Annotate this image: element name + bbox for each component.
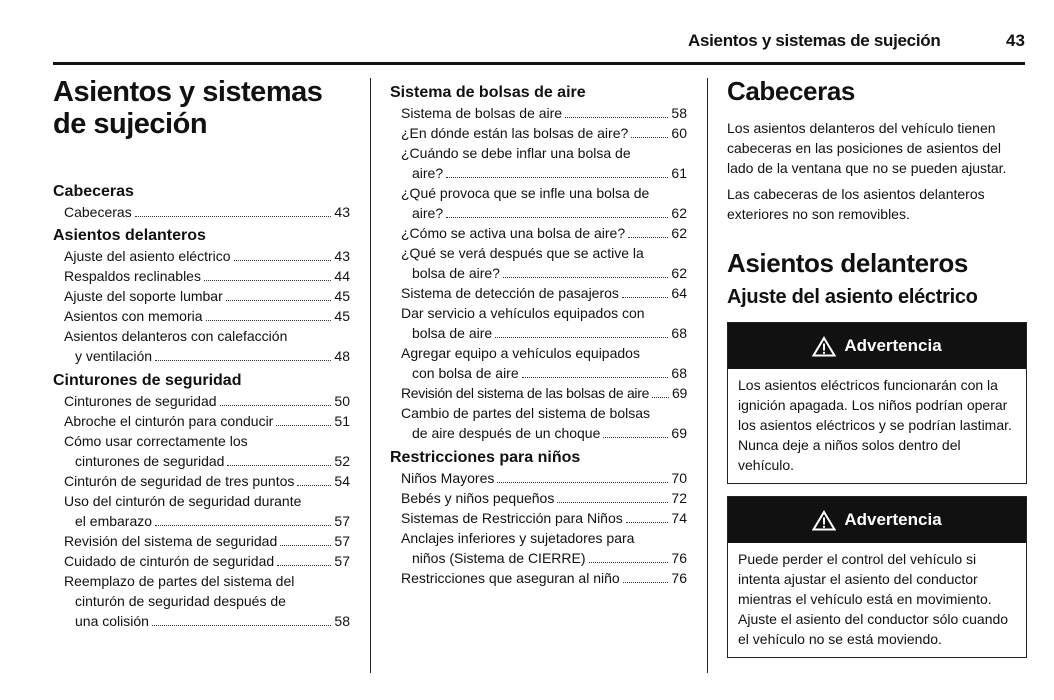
dot-leader — [589, 562, 669, 563]
dot-leader — [297, 485, 331, 486]
toc-entry-text: Cinturón de seguridad de tres puntos — [64, 473, 295, 489]
toc-entry[interactable] — [390, 528, 687, 568]
warning-triangle-icon — [812, 510, 836, 531]
chapter-title-line2: de sujeción — [53, 108, 208, 140]
toc-entry-text-cont: de aire después de un choque — [412, 425, 601, 441]
dot-leader — [628, 237, 668, 238]
dot-leader — [603, 437, 668, 438]
toc-entry-page: 60 — [671, 125, 687, 141]
toc-entry-page: 68 — [671, 365, 687, 381]
toc-entry-page: 43 — [334, 248, 350, 264]
toc-entry-text: Ajuste del asiento eléctrico — [64, 248, 231, 264]
toc-entry-text-cont: el embarazo — [75, 513, 153, 529]
dot-leader — [626, 522, 669, 523]
warning-header — [728, 323, 1026, 369]
dot-leader — [623, 582, 669, 583]
toc-entry-text: Sistema de detección de pasajeros — [401, 285, 619, 301]
toc-entry-text: Cambio de partes del sistema de bolsas — [401, 405, 651, 421]
toc-entry[interactable] — [53, 266, 350, 286]
heading-asientos-delanteros: Asientos delanteros — [727, 248, 968, 278]
toc-entry[interactable] — [53, 531, 350, 551]
warning-box-2 — [727, 496, 1027, 658]
dot-leader — [503, 277, 668, 278]
toc-entry[interactable] — [390, 143, 687, 183]
toc-entry-page: 62 — [671, 205, 687, 221]
toc-entry[interactable] — [390, 123, 687, 143]
toc-entry-text-cont: niños (Sistema de CIERRE) — [412, 550, 586, 566]
toc-entry-text: Cómo usar correctamente los — [64, 433, 248, 449]
toc-entry-page: 62 — [671, 225, 687, 241]
toc-entry-text: Asientos delanteros con calefacción — [64, 328, 288, 344]
content-column — [727, 74, 1027, 658]
toc-column-2 — [390, 83, 687, 588]
dot-leader — [234, 260, 332, 261]
toc-entry[interactable] — [390, 283, 687, 303]
chapter-title — [53, 76, 350, 140]
toc-entry-page: 69 — [672, 385, 687, 401]
toc-column-1 — [53, 76, 350, 631]
toc-entry-page: 69 — [671, 425, 687, 441]
toc-entry-page: 43 — [334, 204, 350, 220]
toc-entry-page: 54 — [334, 473, 350, 489]
toc-entry[interactable] — [390, 403, 687, 443]
toc-entry-text-cont: bolsa de aire — [412, 325, 493, 341]
toc-entry-page: 74 — [671, 510, 687, 526]
dot-leader — [497, 482, 668, 483]
chapter-title-line1: Asientos y sistemas — [53, 76, 323, 108]
dot-leader — [135, 216, 332, 217]
toc-entry[interactable] — [53, 471, 350, 491]
toc-entry-text: Cabeceras — [64, 204, 132, 220]
toc-entry[interactable] — [390, 243, 687, 283]
toc-entry[interactable] — [390, 103, 687, 123]
toc-entry-page: 70 — [671, 470, 687, 486]
warning-label: Advertencia — [844, 336, 942, 355]
toc-entry-text: Abroche el cinturón para conducir — [64, 413, 274, 429]
toc-entry-text-cont: cinturones de seguridad — [75, 453, 225, 469]
toc-entry[interactable] — [390, 383, 687, 403]
toc-entry-page: 72 — [671, 490, 687, 506]
toc-entry-page: 57 — [334, 513, 350, 529]
dot-leader — [277, 565, 331, 566]
toc-entry[interactable] — [53, 202, 350, 222]
warning-text: Los asientos eléctricos funcionarán con la ignición apagada. Los niños podrían operar los asientos eléctricos y se podrían lastimar. Nunca deje a niños solos dentro del vehículo. — [738, 377, 1012, 473]
toc-section-title: Restricciones para niños — [390, 449, 581, 466]
toc-section-title: Sistema de bolsas de aire — [390, 84, 586, 101]
toc-entry-page: 68 — [671, 325, 687, 341]
toc-entry[interactable] — [390, 568, 687, 588]
heading-cabeceras: Cabeceras — [727, 76, 855, 106]
dot-leader — [565, 117, 668, 118]
toc-entry-text-cont: cinturón de seguridad después de — [75, 593, 286, 609]
toc-entry-text: ¿Cómo se activa una bolsa de aire? — [401, 225, 626, 241]
subheading-ajuste-asiento: Ajuste del asiento eléctrico — [727, 286, 978, 308]
toc-entry-text: Asientos con memoria — [64, 308, 203, 324]
toc-entry-page: 51 — [334, 413, 350, 429]
toc-entry[interactable] — [53, 431, 350, 471]
toc-entry-text-cont: aire? — [412, 205, 444, 221]
toc-entry-text: ¿Qué se verá después que se active la — [401, 245, 644, 261]
toc-entry-page: 45 — [334, 288, 350, 304]
toc-entry-page: 64 — [671, 285, 687, 301]
toc-entry-text: Cinturones de seguridad — [64, 393, 217, 409]
toc-section-title: Asientos delanteros — [53, 227, 206, 244]
toc-entry[interactable] — [390, 488, 687, 508]
paragraph-cabeceras-2: Las cabeceras de los asientos delanteros exteriores no son removibles. — [727, 186, 985, 222]
toc-entry-text: ¿Cuándo se debe inflar una bolsa de — [401, 145, 631, 161]
toc-entry[interactable] — [390, 508, 687, 528]
toc-entry-text-cont: aire? — [412, 165, 444, 181]
dot-leader — [495, 337, 668, 338]
toc-entry-text: Sistema de bolsas de aire — [401, 105, 563, 121]
toc-section-title: Cabeceras — [53, 183, 134, 200]
toc-entry[interactable] — [53, 551, 350, 571]
warning-text: Puede perder el control del vehículo si intenta ajustar el asiento del conductor mientras el vehículo está en movimiento. Ajuste el asiento del conductor sólo cuando el vehículo no se está moviendo. — [738, 551, 1009, 647]
toc-entry-text: Revisión del sistema de las bolsas de aire — [401, 385, 650, 401]
warning-box-1 — [727, 322, 1027, 484]
toc-entry[interactable] — [53, 286, 350, 306]
toc-entry[interactable] — [390, 343, 687, 383]
toc-entry[interactable] — [53, 491, 350, 531]
toc-entry-page: 58 — [671, 105, 687, 121]
toc-entry[interactable] — [53, 571, 350, 631]
toc-entry-page: 44 — [334, 268, 350, 284]
dot-leader — [280, 545, 331, 546]
toc-entry-page: 62 — [671, 265, 687, 281]
dot-leader — [622, 297, 669, 298]
toc-entry-page: 76 — [671, 570, 687, 586]
toc-entry-text: ¿Qué provoca que se infle una bolsa de — [401, 185, 650, 201]
toc-entry-page: 61 — [671, 165, 687, 181]
warning-label: Advertencia — [844, 510, 942, 529]
toc-entry-text: Respaldos reclinables — [64, 268, 201, 284]
dot-leader — [226, 300, 332, 301]
dot-leader — [206, 320, 332, 321]
toc-entry-page: 58 — [334, 613, 350, 629]
dot-leader — [227, 465, 331, 466]
toc-section-title: Cinturones de seguridad — [53, 372, 242, 389]
toc-entry-page: 76 — [671, 550, 687, 566]
toc-entry-text-cont: con bolsa de aire — [412, 365, 519, 381]
dot-leader — [276, 425, 331, 426]
toc-entry[interactable] — [390, 303, 687, 343]
paragraph-cabeceras-1: Los asientos delanteros del vehículo tienen cabeceras en las posiciones de asientos del lado de la ventana que no se pueden ajustar. — [727, 120, 1007, 176]
toc-entry[interactable] — [53, 306, 350, 326]
dot-leader — [155, 525, 331, 526]
dot-leader — [204, 280, 331, 281]
toc-entry[interactable] — [53, 391, 350, 411]
dot-leader — [152, 625, 331, 626]
dot-leader — [446, 177, 668, 178]
toc-entry-text-cont: bolsa de aire? — [412, 265, 500, 281]
toc-entry-text: Restricciones que aseguran al niño — [401, 570, 620, 586]
dot-leader — [652, 397, 669, 398]
dot-leader — [220, 405, 332, 406]
toc-entry-page: 52 — [334, 453, 350, 469]
header-rule — [53, 62, 1025, 65]
toc-entry[interactable] — [53, 246, 350, 266]
dot-leader — [446, 217, 668, 218]
toc-entry-page: 57 — [334, 553, 350, 569]
toc-entry[interactable] — [390, 183, 687, 223]
toc-entry-text: Sistemas de Restricción para Niños — [401, 510, 623, 526]
toc-entry-text: ¿En dónde están las bolsas de aire? — [401, 125, 629, 141]
toc-entry-text: Revisión del sistema de seguridad — [64, 533, 278, 549]
toc-entry-text: Uso del cinturón de seguridad durante — [64, 493, 302, 509]
toc-entry-page: 50 — [334, 393, 350, 409]
toc-entry-text: Ajuste del soporte lumbar — [64, 288, 223, 304]
toc-entry-text: Agregar equipo a vehículos equipados — [401, 345, 640, 361]
dot-leader — [155, 360, 331, 361]
running-header-title: Asientos y sistemas de sujeción — [688, 31, 941, 50]
toc-entry-page: 57 — [334, 533, 350, 549]
column-divider-1 — [370, 78, 371, 673]
toc-entry[interactable] — [53, 326, 350, 366]
toc-entry-text: Bebés y niños pequeños — [401, 490, 555, 506]
dot-leader — [557, 502, 668, 503]
toc-entry[interactable] — [53, 411, 350, 431]
toc-entry-page: 45 — [334, 308, 350, 324]
toc-entry-text: Dar servicio a vehículos equipados con — [401, 305, 645, 321]
toc-entry-text: Anclajes inferiores y sujetadores para — [401, 530, 635, 546]
toc-entry-page: 48 — [334, 348, 350, 364]
dot-leader — [631, 137, 668, 138]
toc-entry[interactable] — [390, 468, 687, 488]
toc-entry-text: Reemplazo de partes del sistema del — [64, 573, 295, 589]
toc-entry-text: Cuidado de cinturón de seguridad — [64, 553, 275, 569]
warning-triangle-icon — [812, 336, 836, 357]
toc-entry-text-cont: y ventilación — [75, 348, 153, 364]
toc-entry-text: Niños Mayores — [401, 470, 495, 486]
page-number: 43 — [1006, 31, 1025, 50]
column-divider-2 — [707, 78, 708, 673]
dot-leader — [522, 377, 669, 378]
toc-entry-text-cont: una colisión — [75, 613, 149, 629]
warning-header — [728, 497, 1026, 543]
toc-entry[interactable] — [390, 223, 687, 243]
